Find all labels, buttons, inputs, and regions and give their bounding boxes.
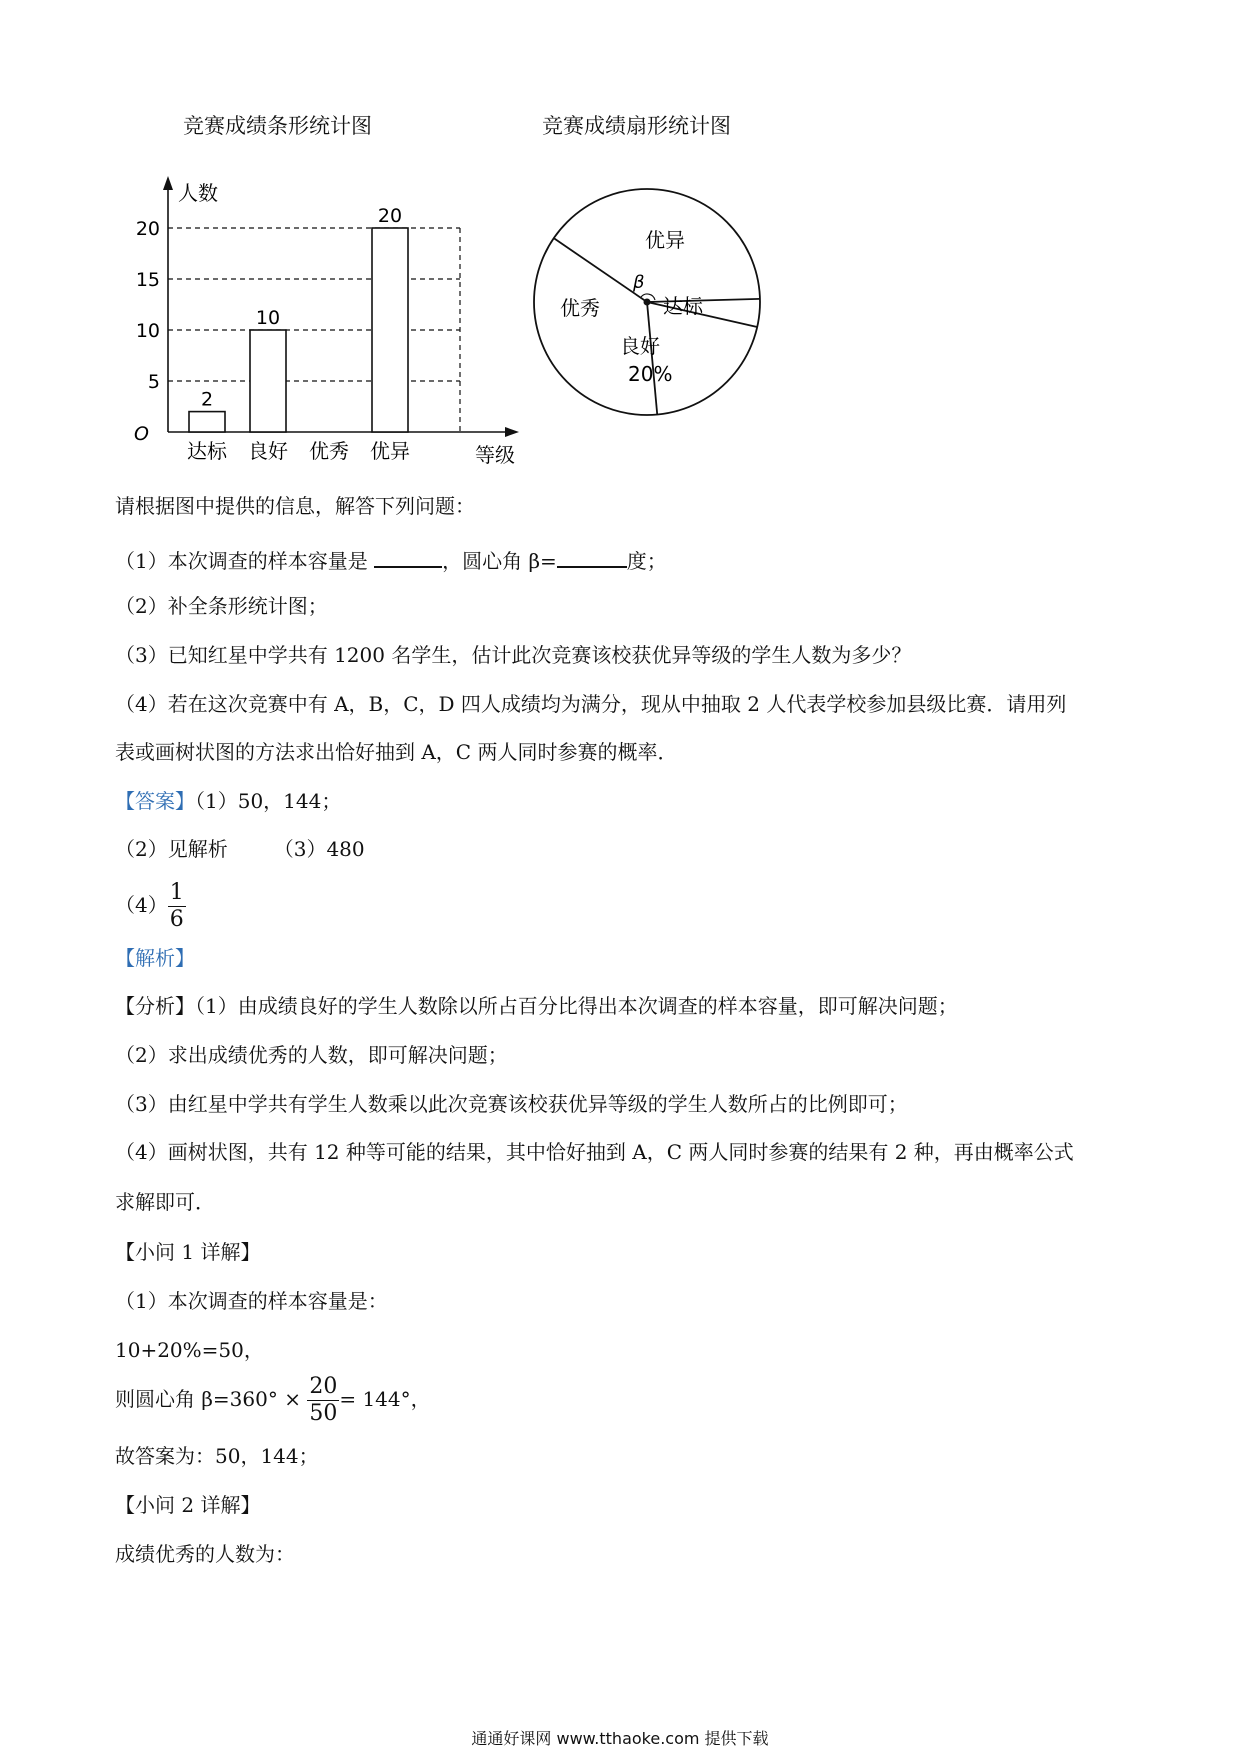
analysis-line-2: （2）求出成绩优秀的人数，即可解决问题； — [115, 1043, 508, 1067]
answer-tag: 【答案】 — [115, 789, 195, 813]
y-tick-label: 10 — [135, 320, 160, 342]
q1-part-a: （1）本次调查的样本容量是 — [115, 549, 375, 573]
bar — [250, 330, 286, 432]
answer-line-2 — [115, 835, 1125, 863]
y-axis-label: 人数 — [178, 181, 218, 205]
detail-2-heading: 【小问 2 详解】 — [115, 1493, 261, 1517]
detail-1-fraction — [307, 1374, 339, 1427]
answer-4-fraction — [168, 880, 186, 933]
analysis-tag: 【解析】 — [115, 946, 195, 970]
bar-value-label: 2 — [200, 388, 214, 411]
answer-3: （3）480 — [273, 837, 365, 861]
x-tick-label: 达标 — [187, 439, 227, 463]
x-tick-label: 优秀 — [309, 439, 349, 463]
fraction-denominator: 6 — [169, 907, 184, 932]
x-axis-label: 等级 — [475, 443, 515, 467]
analysis-line-1: 【分析】（1）由成绩良好的学生人数除以所占百分比得出本次调查的样本容量，即可解决问题； — [115, 994, 958, 1018]
detail-1-line-1: （1）本次调查的样本容量是： — [115, 1289, 388, 1313]
q1-part-c: 度； — [626, 549, 667, 573]
pie-slice-label: 优秀 — [560, 296, 600, 320]
q1-part-b: ，圆心角 β= — [442, 549, 557, 573]
page-footer: 通通好课网 www.tthaoke.com 提供下载 — [471, 1729, 769, 1748]
answer-line-4 — [115, 875, 1125, 935]
detail-1-line-3 — [115, 1368, 1125, 1430]
analysis-line-4: （4）画树状图，共有 12 种等可能的结果，其中恰好抽到 A，C 两人同时参赛的结果有 2 种，再由概率公式 — [115, 1140, 1074, 1164]
fraction-numerator: 1 — [169, 880, 184, 905]
pie-center-point — [644, 299, 651, 306]
question-intro: 请根据图中提供的信息，解答下列问题： — [115, 494, 475, 518]
detail-1-line-2: 10+20%=50， — [115, 1338, 264, 1362]
x-axis-arrow — [505, 427, 519, 437]
detail-1-formula-prefix: 则圆心角 β=360° × — [115, 1387, 301, 1411]
fraction-denominator: 50 — [309, 1401, 338, 1426]
y-tick-label: 20 — [135, 218, 160, 240]
fraction-numerator: 20 — [309, 1374, 338, 1399]
y-tick-label: 5 — [147, 371, 160, 393]
detail-1-heading: 【小问 1 详解】 — [115, 1240, 261, 1264]
question-1 — [115, 544, 1125, 575]
x-tick-label: 优异 — [370, 439, 410, 463]
answer-blank-2[interactable] — [557, 544, 627, 568]
origin-label: O — [134, 423, 149, 445]
bar-value-label: 10 — [255, 307, 281, 329]
question-3: （3）已知红星中学共有 1200 名学生，估计此次竞赛该校获优异等级的学生人数为多少？ — [115, 643, 912, 667]
detail-1-formula-suffix: = 144°， — [339, 1387, 431, 1411]
x-tick-label: 良好 — [248, 439, 288, 463]
pie-slice-value-label: 20% — [628, 362, 673, 386]
analysis-line-3: （3）由红星中学共有学生人数乘以此次竞赛该校获优异等级的学生人数所占的比例即可； — [115, 1092, 908, 1116]
pie-slice-label: 优异 — [645, 228, 685, 252]
analysis-line-5: 求解即可． — [115, 1190, 215, 1214]
question-4-line-2: 表或画树状图的方法求出恰好抽到 A，C 两人同时参赛的概率． — [115, 740, 678, 764]
bar — [189, 412, 225, 432]
answer-2: （2）见解析 — [115, 837, 228, 861]
bar-chart-title: 竞赛成绩条形统计图 — [183, 114, 372, 138]
detail-2-line-1: 成绩优秀的人数为： — [115, 1542, 295, 1566]
bar — [372, 228, 408, 432]
answer-line-1 — [115, 787, 1125, 815]
bar-value-label: 20 — [377, 205, 403, 227]
question-2: （2）补全条形统计图； — [115, 594, 328, 618]
y-tick-label: 15 — [135, 269, 160, 291]
pie-slice-label: 良好 — [620, 334, 660, 358]
answer-4-prefix: （4） — [115, 893, 168, 917]
question-4-line-1: （4）若在这次竞赛中有 A，B，C，D 四人成绩均为满分，现从中抽取 2 人代表学校参加县级比赛．请用列 — [115, 692, 1067, 716]
pie-slice-label: 达标 — [663, 294, 703, 318]
answer-blank-1[interactable] — [374, 544, 442, 568]
bar-chart — [120, 170, 540, 470]
detail-1-line-4: 故答案为：50，144； — [115, 1444, 319, 1468]
angle-label: β — [633, 272, 645, 293]
pie-chart — [530, 185, 770, 425]
answer-1: （1）50，144； — [195, 789, 342, 813]
y-axis-arrow — [163, 176, 173, 190]
pie-chart-title: 竞赛成绩扇形统计图 — [542, 114, 731, 138]
